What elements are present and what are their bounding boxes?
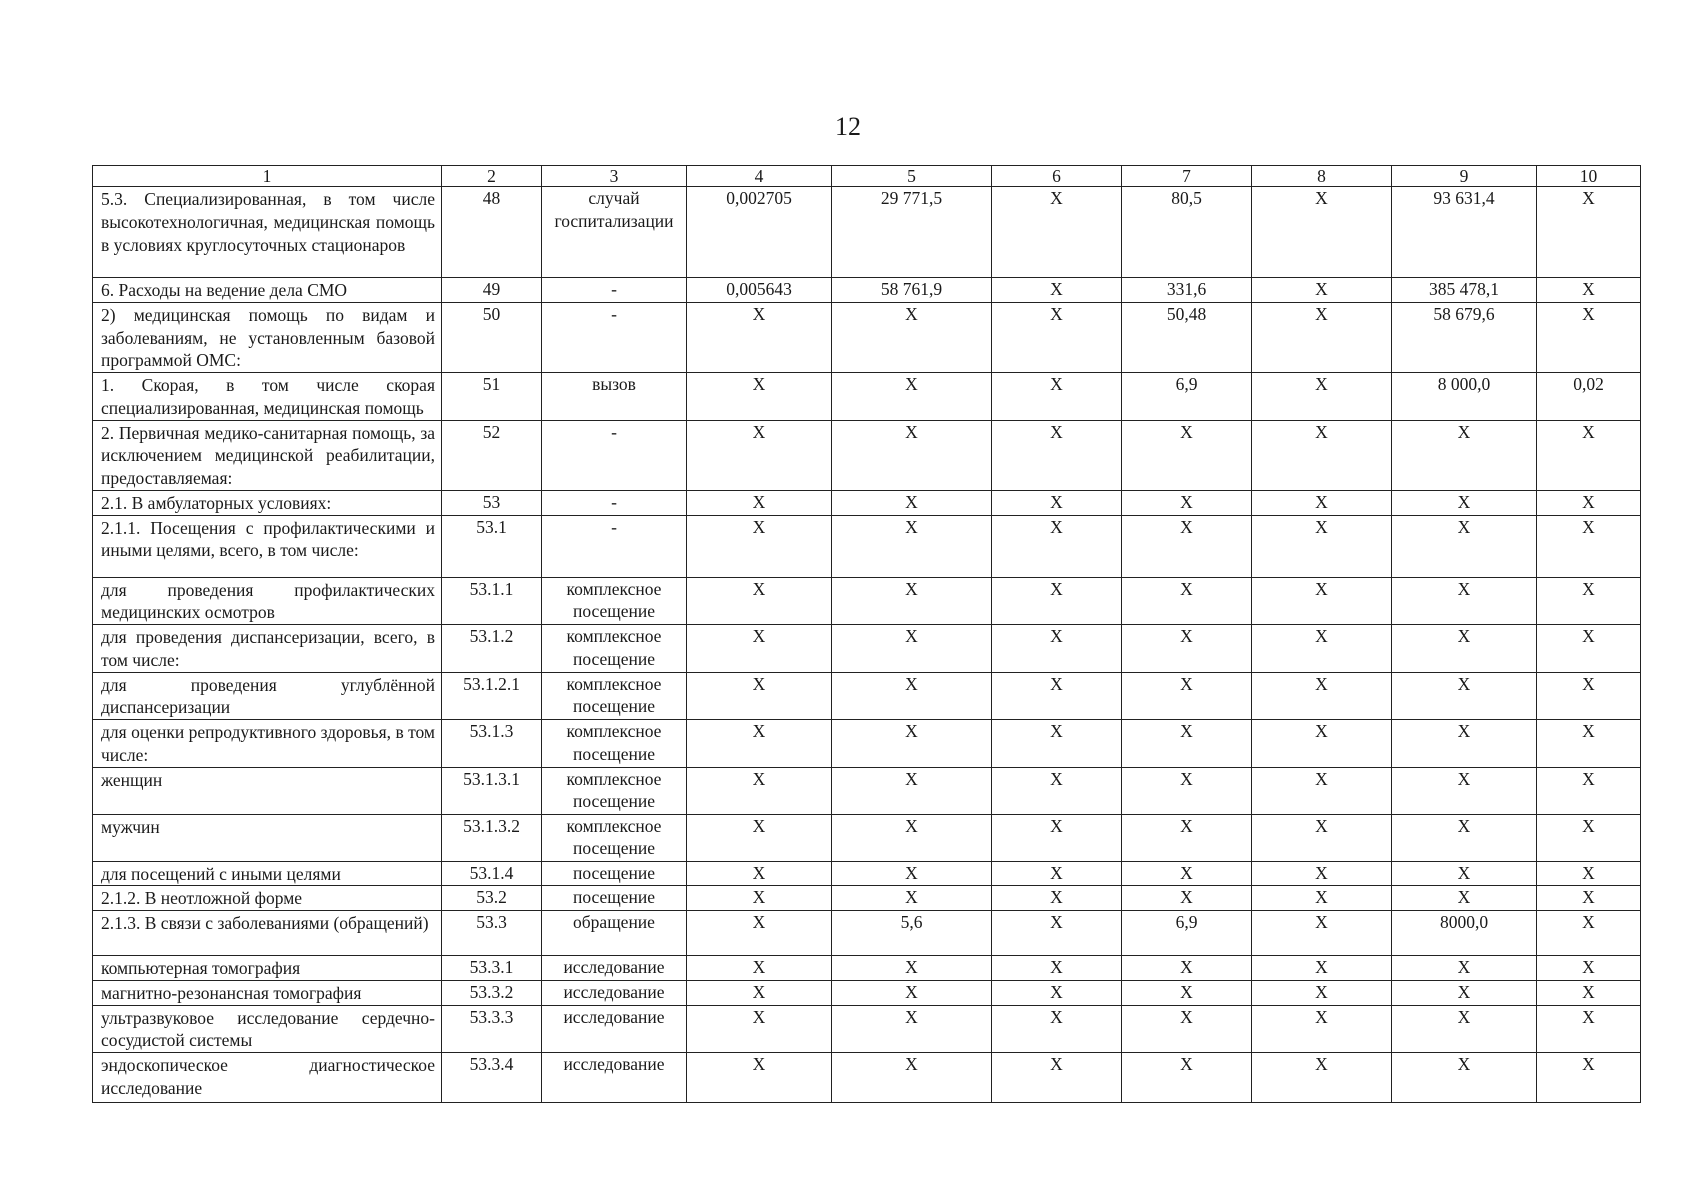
table-cell: X [832,490,992,515]
table-cell: X [1252,373,1392,421]
table-cell: X [1252,886,1392,911]
table-row [93,886,1641,911]
table-cell: X [687,577,832,625]
table-cell: 53.1.2 [442,625,542,673]
row-label-cell: 1. Скорая, в том числе скорая специализированная, медицинская помощь [93,373,442,421]
table-row [93,278,1641,303]
table-cell: X [687,490,832,515]
row-label-cell: для посещений с иными целями [93,861,442,886]
table-cell: X [1252,814,1392,861]
table-row [93,814,1641,861]
table-cell: X [1392,814,1537,861]
table-row [93,490,1641,515]
table-cell: X [1252,980,1392,1005]
table-row [93,515,1641,577]
table-cell: X [992,625,1122,673]
table-cell: X [1537,767,1641,814]
table-cell: 53.1.1 [442,577,542,625]
table-cell: X [1537,980,1641,1005]
table-cell: X [1252,278,1392,303]
column-header: 9 [1392,166,1537,187]
column-header: 4 [687,166,832,187]
table-cell: X [1392,625,1537,673]
table-cell: 29 771,5 [832,187,992,278]
table-cell: X [1537,911,1641,956]
table-cell: X [992,861,1122,886]
table-cell: X [1392,980,1537,1005]
table-cell: X [1537,490,1641,515]
table-cell: X [992,1005,1122,1053]
table-cell: X [832,956,992,981]
table-cell: 48 [442,187,542,278]
table-cell: X [1537,720,1641,768]
row-label-cell: 6. Расходы на ведение дела СМО [93,278,442,303]
table-cell: X [1537,814,1641,861]
table-cell: 53.3.3 [442,1005,542,1053]
table-cell: X [992,720,1122,768]
table-cell: X [1252,956,1392,981]
table-cell: X [687,956,832,981]
column-header: 1 [93,166,442,187]
table-cell: X [1392,1053,1537,1103]
table-cell: X [1537,278,1641,303]
table-row [93,187,1641,278]
table-cell: X [1252,187,1392,278]
table-cell: X [687,861,832,886]
table-cell: комплексное посещение [542,720,687,768]
table-cell: случай госпитализации [542,187,687,278]
column-header: 6 [992,166,1122,187]
table-cell: X [992,672,1122,720]
table-cell: 53.1 [442,515,542,577]
table-cell: X [1122,720,1252,768]
table-cell: 53.2 [442,886,542,911]
table-cell: X [687,980,832,1005]
table-row [93,373,1641,421]
table-cell: X [1122,956,1252,981]
table-cell: X [1252,861,1392,886]
table-cell: X [687,373,832,421]
table-cell: X [1122,625,1252,673]
table-cell: 53.3.1 [442,956,542,981]
table-cell: X [1392,956,1537,981]
table-cell: X [1537,956,1641,981]
table-cell: X [1392,577,1537,625]
table-cell: X [832,814,992,861]
row-label-cell: 2.1.2. В неотложной форме [93,886,442,911]
table-cell: комплексное посещение [542,767,687,814]
table-row [93,672,1641,720]
table-cell: X [687,515,832,577]
table-cell: X [992,577,1122,625]
table-cell: 0,005643 [687,278,832,303]
table-cell: 6,9 [1122,911,1252,956]
table-cell: X [1537,420,1641,490]
table-cell: X [1392,420,1537,490]
table-cell: X [1537,886,1641,911]
table-cell: X [992,1053,1122,1103]
row-label-cell: для проведения диспансеризации, всего, в том числе: [93,625,442,673]
table-cell: - [542,515,687,577]
table-cell: X [1122,861,1252,886]
table-cell: X [1392,720,1537,768]
table-cell: X [687,720,832,768]
table-cell: 0,002705 [687,187,832,278]
table-cell: 53.1.2.1 [442,672,542,720]
table-cell: комплексное посещение [542,814,687,861]
table-cell: - [542,490,687,515]
table-cell: X [992,515,1122,577]
table-cell: X [832,420,992,490]
table-cell: 53.1.3.1 [442,767,542,814]
row-label-cell: для оценки репродуктивного здоровья, в том числе: [93,720,442,768]
row-label-cell: 2.1. В амбулаторных условиях: [93,490,442,515]
table-cell: X [1122,980,1252,1005]
table-cell: X [832,1005,992,1053]
table-cell: X [687,420,832,490]
table-cell: X [687,814,832,861]
table-cell: X [687,767,832,814]
table-cell: исследование [542,980,687,1005]
table-cell: X [832,767,992,814]
table-cell: 52 [442,420,542,490]
table-cell: исследование [542,956,687,981]
data-table [92,165,1641,1103]
table-cell: X [992,302,1122,372]
row-label-cell: магнитно-резонансная томография [93,980,442,1005]
column-header: 8 [1252,166,1392,187]
table-cell: 53.1.4 [442,861,542,886]
table-cell: - [542,278,687,303]
table-cell: 8 000,0 [1392,373,1537,421]
table-cell: X [1252,625,1392,673]
table-cell: X [1537,577,1641,625]
table-cell: X [1122,490,1252,515]
table-cell: X [1122,767,1252,814]
table-cell: X [832,886,992,911]
table-cell: X [687,302,832,372]
table-cell: X [1122,1053,1252,1103]
table-cell: X [992,490,1122,515]
table-cell: X [832,672,992,720]
table-cell: 93 631,4 [1392,187,1537,278]
table-cell: 385 478,1 [1392,278,1537,303]
table-cell: X [1252,420,1392,490]
table-cell: X [1252,490,1392,515]
table-row [93,911,1641,956]
row-label-cell: женщин [93,767,442,814]
row-label-cell: ультразвуковое исследование сердечно-сосудистой системы [93,1005,442,1053]
row-label-cell: эндоскопическое диагностическое исследование [93,1053,442,1103]
table-cell: обращение [542,911,687,956]
table-cell: X [992,420,1122,490]
table-cell: 0,02 [1537,373,1641,421]
table-cell: X [992,980,1122,1005]
table-cell: X [1537,187,1641,278]
table-cell: 6,9 [1122,373,1252,421]
table-cell: X [832,861,992,886]
row-label-cell: компьютерная томография [93,956,442,981]
row-label-cell: 2.1.3. В связи с заболеваниями (обращений) [93,911,442,956]
table-cell: X [1122,515,1252,577]
table-cell: X [1392,886,1537,911]
table-row [93,980,1641,1005]
table-cell: 53 [442,490,542,515]
table-cell: X [687,1005,832,1053]
table-row [93,1053,1641,1103]
table-cell: - [542,302,687,372]
table-cell: X [1122,672,1252,720]
table-cell: X [687,1053,832,1103]
table-cell: X [1252,672,1392,720]
table-cell: X [832,373,992,421]
table-cell: 331,6 [1122,278,1252,303]
row-label-cell: 2.1.1. Посещения с профилактическими и иными целями, всего, в том числе: [93,515,442,577]
page-number: 12 [835,112,861,141]
table-row [93,956,1641,981]
column-header: 10 [1537,166,1641,187]
column-header: 2 [442,166,542,187]
table-cell: X [992,911,1122,956]
table-cell: X [1122,420,1252,490]
table-cell: - [542,420,687,490]
table-cell: X [1392,861,1537,886]
table-cell: X [1392,672,1537,720]
table-cell: комплексное посещение [542,577,687,625]
table-cell: X [1537,1005,1641,1053]
table-row [93,1005,1641,1053]
table-cell: X [1392,515,1537,577]
table-cell: X [1252,515,1392,577]
table-cell: 53.3.4 [442,1053,542,1103]
table-cell: X [992,187,1122,278]
table-cell: вызов [542,373,687,421]
table-cell: 58 761,9 [832,278,992,303]
table-cell: X [1537,625,1641,673]
table-cell: X [1537,861,1641,886]
table-cell: 50,48 [1122,302,1252,372]
table-cell: 51 [442,373,542,421]
row-label-cell: 2) медицинская помощь по видам и заболеваниям, не установленным базовой программой ОМС: [93,302,442,372]
table-cell: X [1392,1005,1537,1053]
table-cell: 53.1.3.2 [442,814,542,861]
table-cell: X [992,373,1122,421]
table-cell: 53.3.2 [442,980,542,1005]
table-cell: X [992,956,1122,981]
table-row [93,625,1641,673]
table-cell: комплексное посещение [542,625,687,673]
table-cell: 50 [442,302,542,372]
table-cell: X [1252,302,1392,372]
table-cell: X [687,886,832,911]
table-cell: X [1122,577,1252,625]
table-cell: X [832,720,992,768]
table-cell: X [1252,1005,1392,1053]
table-row [93,720,1641,768]
table-row [93,577,1641,625]
row-label-cell: 2. Первичная медико-санитарная помощь, за исключением медицинской реабилитации, предоставляемая: [93,420,442,490]
table-cell: X [832,577,992,625]
table-cell: посещение [542,886,687,911]
table-cell: X [1122,886,1252,911]
table-cell: X [992,814,1122,861]
table-cell: X [1537,302,1641,372]
table-cell: 53.3 [442,911,542,956]
table-cell: исследование [542,1053,687,1103]
table-row [93,302,1641,372]
column-header: 7 [1122,166,1252,187]
table-cell: 8000,0 [1392,911,1537,956]
table-cell: X [832,515,992,577]
table-cell: 53.1.3 [442,720,542,768]
table-cell: X [992,886,1122,911]
table-cell: X [1122,814,1252,861]
table-cell: X [832,625,992,673]
table-row [93,420,1641,490]
table-row [93,861,1641,886]
table-cell: X [1537,1053,1641,1103]
table-cell: X [992,278,1122,303]
table-body [93,187,1641,1103]
table-cell: X [687,672,832,720]
table-cell: X [1392,490,1537,515]
table-cell: X [1252,1053,1392,1103]
table-cell: X [1537,515,1641,577]
table-cell: 58 679,6 [1392,302,1537,372]
table-cell: X [1252,720,1392,768]
table-cell: X [687,911,832,956]
table-cell: X [1537,672,1641,720]
row-label-cell: для проведения профилактических медицинских осмотров [93,577,442,625]
table-cell: X [687,625,832,673]
table-cell: X [1252,577,1392,625]
row-label-cell: 5.3. Специализированная, в том числе высокотехнологичная, медицинская помощь в условиях круглосуточных стационаров [93,187,442,278]
column-header: 3 [542,166,687,187]
row-label-cell: для проведения углублённой диспансеризации [93,672,442,720]
table-row [93,767,1641,814]
table-cell: комплексное посещение [542,672,687,720]
header-row [93,166,1641,187]
table-cell: 80,5 [1122,187,1252,278]
table-cell: X [832,980,992,1005]
table-cell: X [992,767,1122,814]
row-label-cell: мужчин [93,814,442,861]
table-cell: X [1122,1005,1252,1053]
table-cell: X [1252,767,1392,814]
table-cell: X [1252,911,1392,956]
table-cell: посещение [542,861,687,886]
table-cell: X [832,302,992,372]
table-cell: X [1392,767,1537,814]
table-cell: исследование [542,1005,687,1053]
table-cell: 49 [442,278,542,303]
column-header: 5 [832,166,992,187]
table-cell: X [832,1053,992,1103]
table-cell: 5,6 [832,911,992,956]
